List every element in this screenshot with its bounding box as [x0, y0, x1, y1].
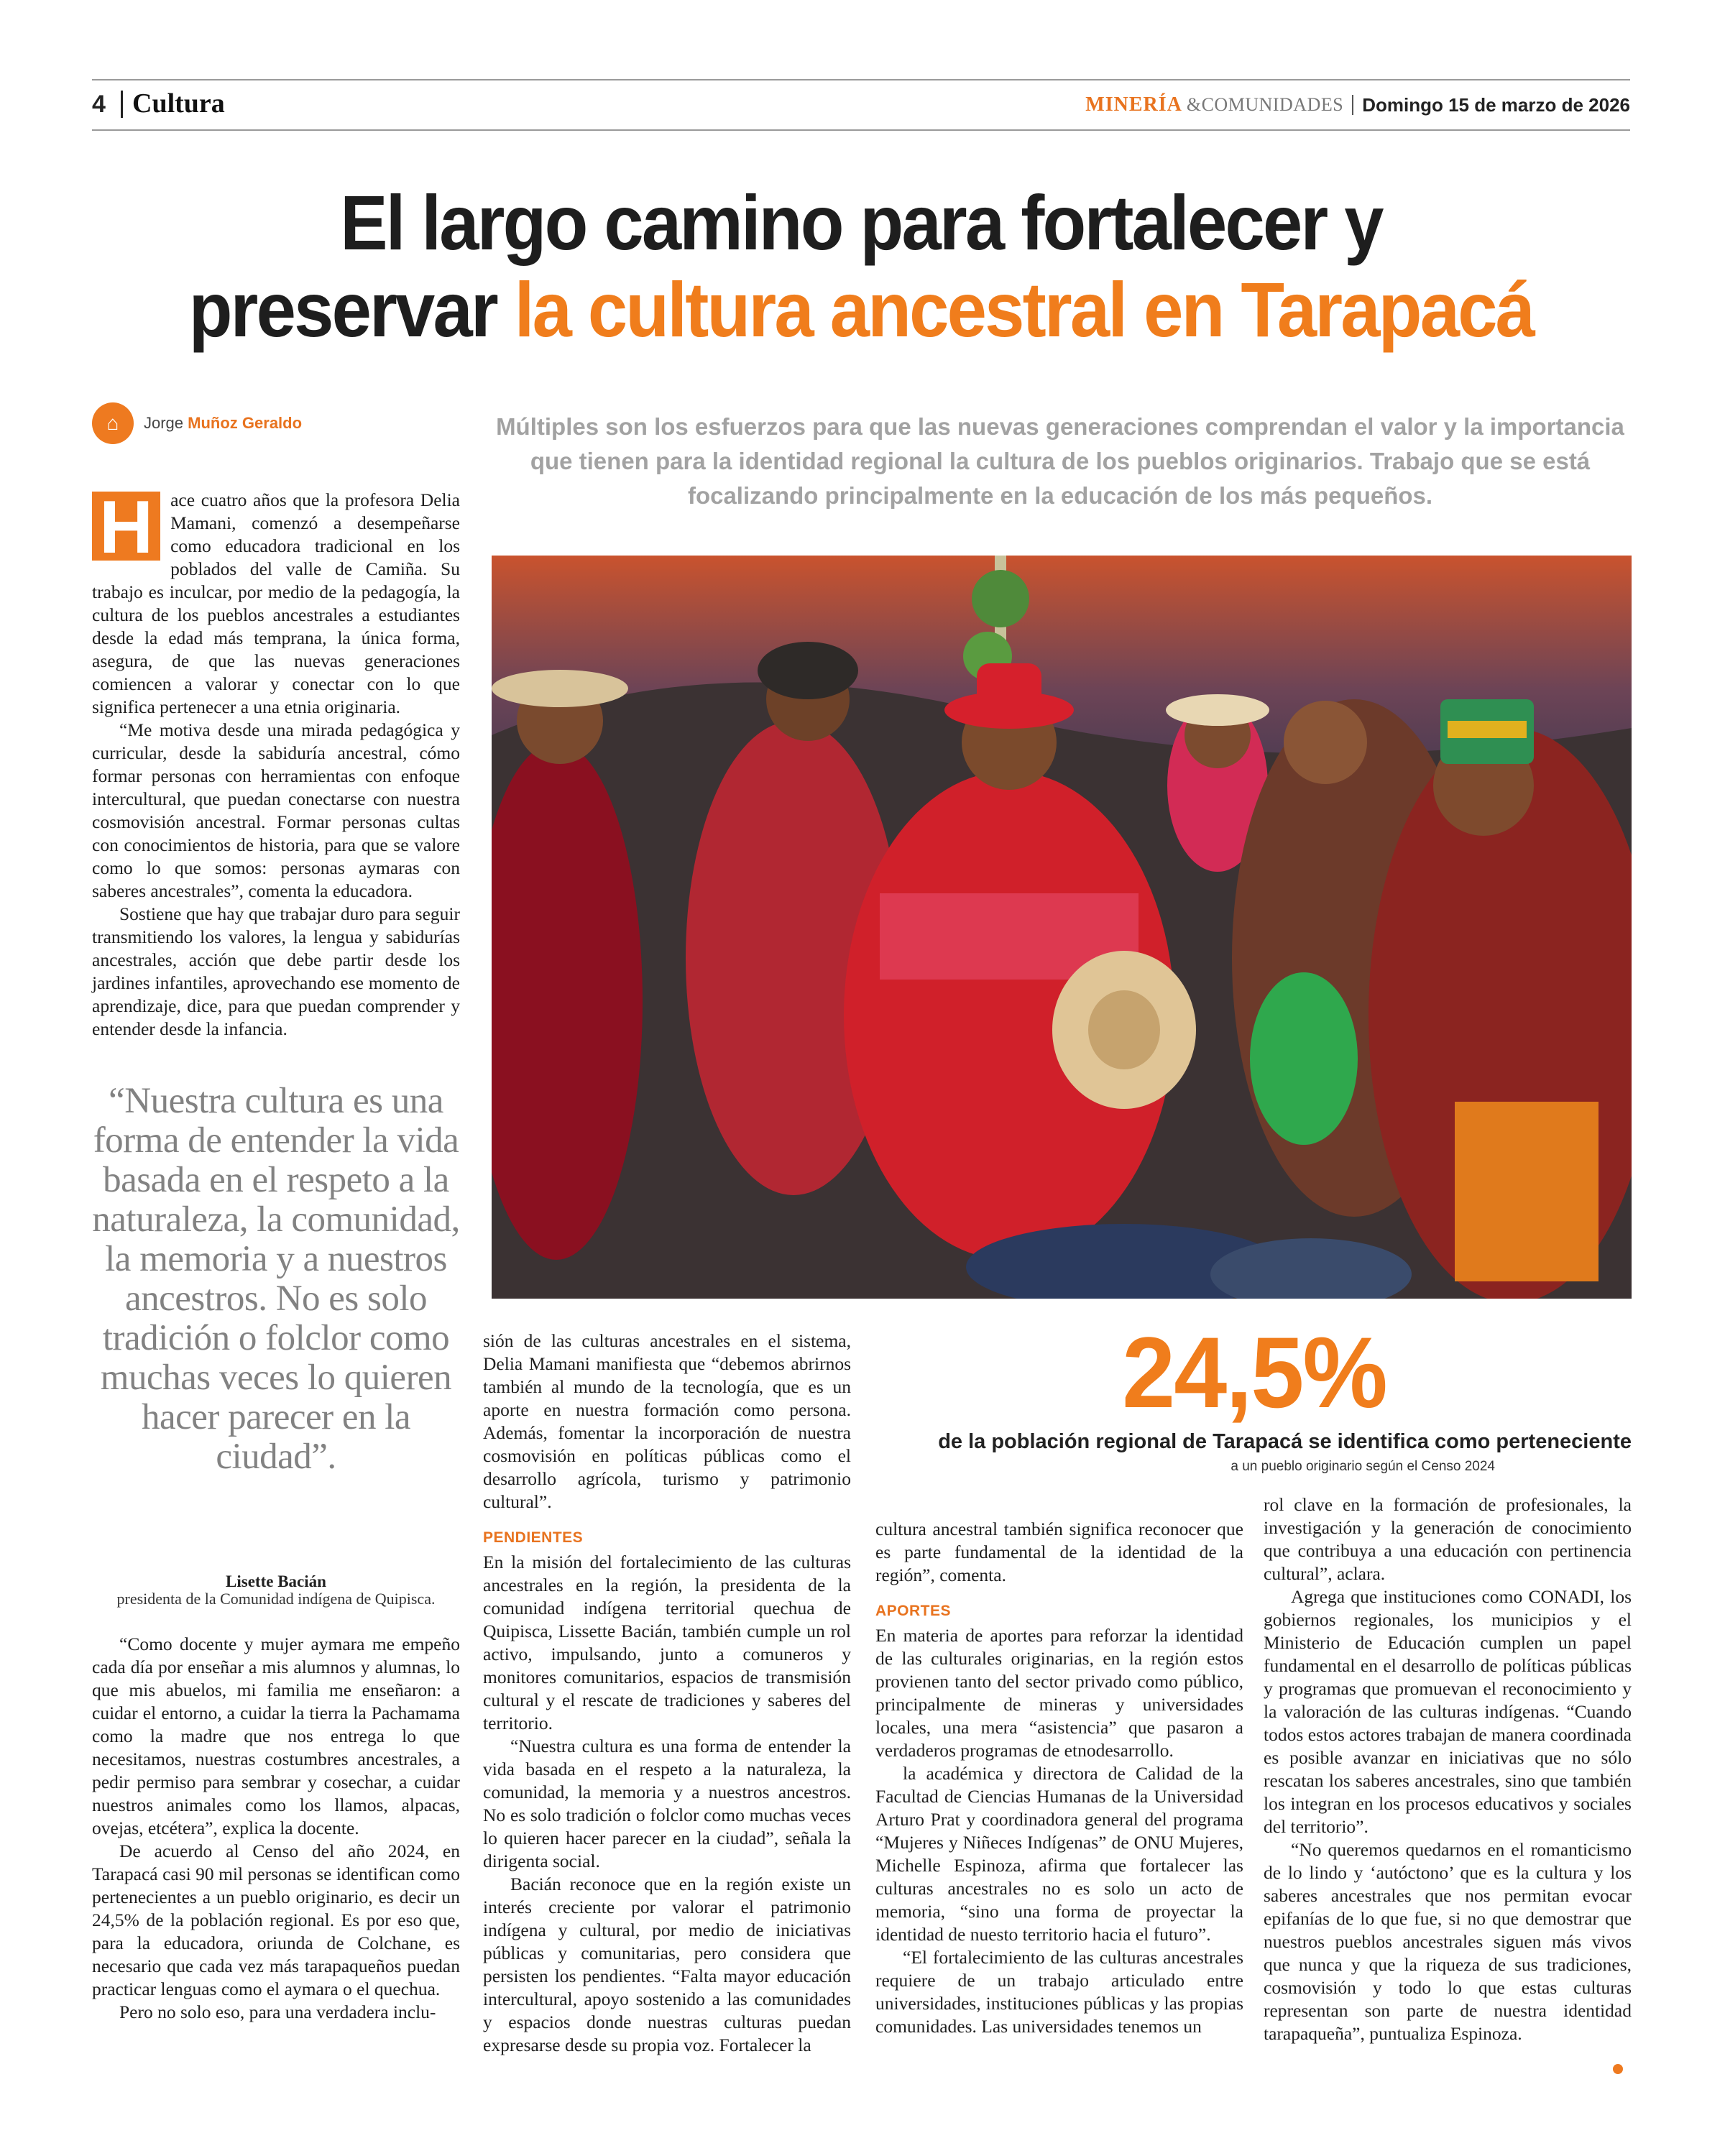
stat-source: a un pueblo originario según el Censo 2024: [1230, 1459, 1495, 1474]
paragraph: En la misión del fortalecimiento de las culturas ancestrales en la región, la presidenta de la comunidad indígena territorial quechua de Quipisca, Lissette Bacián, también cumple un rol activo, impulsando, junto a comuneros y monitores comunitarios, espacios de transmisión cultural y el rescate de tradiciones y saberes del territorio.: [483, 1552, 851, 1733]
paragraph: “Nuestra cultura es una forma de entender la vida basada en el respeto a la naturaleza, la comunidad, la memoria y a nuestros ancestros. No es solo tradición o folclor como muchas veces lo quieren hacer parecer en la ciudad”, señala la dirigenta social.: [483, 1736, 851, 1871]
page-header: [92, 79, 1630, 131]
headline-line-1: El largo camino para fortalecer y: [340, 179, 1382, 266]
author-logo-icon: ⌂: [92, 402, 134, 444]
article-deck: Múltiples son los esfuerzos para que las nuevas generaciones comprendan el valor y la importancia que tienen para la identidad regional la cultura de los pueblos originarios. Trabajo que se está focalizando principalmente en la educación de los más pequeños.: [496, 413, 1624, 509]
paragraph: Bacián reconoce que en la región existe un interés creciente por valorar el patrimonio indígena y cultural, por medio de iniciativas públicas y comunitarias, pero considera que persisten los pendientes. “Falta mayor educación intercultural, apoyo sostenido a las comunidades y espacios donde nuestras culturas puedan expresarse desde su propia voz. Fortalecer la: [483, 1874, 851, 2055]
paragraph: sión de las culturas ancestrales en el sistema, Delia Mamani manifiesta que “debemos abrirnos también al mundo de la tecnología, que es un aporte en nuestra formación como persona. Además, fomentar la incorporación de nuestra cosmovisión en políticas públicas como el desarrollo agrícola, turismo y patrimonio cultural”.: [483, 1330, 851, 1512]
end-of-article-marker: [1613, 2064, 1623, 2074]
page-number: 4: [92, 91, 106, 118]
issue-date: Domingo 15 de marzo de 2026: [1362, 93, 1630, 116]
paragraph: cultura ancestral también significa reconocer que es parte fundamental de la identidad de la región”, comenta.: [875, 1519, 1243, 1585]
byline: [92, 402, 302, 444]
drop-cap: H: [92, 492, 160, 561]
article-headline: [154, 180, 1569, 354]
pull-quote: “Nuestra cultura es una forma de entender la vida basada en el respeto a la naturaleza, la comunidad, la memoria y a nuestros ancestros. No es solo tradición o folclor como muchas veces lo quieren hacer parecer en la ciudad”.: [92, 1081, 460, 1477]
subhead-pendientes: PENDIENTES: [483, 1529, 584, 1546]
paragraph: Sostiene que hay que trabajar duro para seguir transmitiendo los valores, la lengua y sabidurías ancestrales, acción que debe partir desde los jardines infantiles, aprovechando ese momento de aprendizaje, dice, para que puedan comprender y entender desde la infancia.: [92, 903, 460, 1039]
paragraph: “El fortalecimiento de las culturas ancestrales requiere de un trabajo articulado entre universidades, instituciones públicas y las propias comunidades. Las universidades tenemos un: [875, 1947, 1243, 2037]
author-first-name: Jorge: [144, 414, 188, 432]
headline-line-2-accent: la cultura ancestral en Tarapacá: [514, 265, 1534, 353]
paragraph: “Como docente y mujer aymara me empeño cada día por enseñar a mis alumnos y alumnas, lo que mis abuelos, mi familia me enseñaron: a cuidar el entorno, a cuidar la tierra la Pachamama como la madre que nos entrega lo que necesitamos, nuestras costumbres ancestrales, a pedir permiso para sembrar y cosechar, a cuidar nuestros animales como los llamos, alpacas, ovejas, etcétera”, explica la docente.: [92, 1634, 460, 1838]
stat-description: de la población regional de Tarapacá se identifica como perteneciente: [938, 1430, 1632, 1453]
header-divider: [121, 91, 123, 118]
paragraph: “No queremos quedarnos en el romanticismo de lo lindo y ‘autóctono’ que es la cultura y los saberes ancestrales que nos permitan evocar epifanías de lo que fue, si no que demostrar que nuestros pueblos ancestrales siguen más vivos que nunca y que la riqueza de sus tradiciones, cosmovisión y todo lo que estas culturas representan son parte de nuestra identidad tarapaqueña”, puntualiza Espinoza.: [1264, 1839, 1632, 2044]
section-name: Cultura: [132, 88, 225, 119]
brand-secondary: &COMUNIDADES: [1186, 94, 1344, 115]
article-column-2: [483, 1330, 851, 2057]
author-last-name: Muñoz Geraldo: [188, 414, 303, 432]
paragraph: “Me motiva desde una mirada pedagógica y curricular, desde la sabiduría ancestral, cómo formar personas con herramientas con enfoque intercultural, que puedan conectarse con nuestra cosmovisión ancestral. Formar personas cultas con conocimientos de historia, para que se valore como lo que somos: personas aymaras con saberes ancestrales”, comenta la educadora.: [92, 719, 460, 901]
subhead-aportes: APORTES: [875, 1603, 952, 1619]
paragraph: la académica y directora de Calidad de la Facultad de Ciencias Humanas de la Universidad Arturo Prat y coordinadora general del programa “Mujeres y Niñeces Indígenas” de ONU Mujeres, Michelle Espinoza, afirma que fortalecer las culturas ancestrales no es solo un acto de memoria, “sino una forma de proyectar la identidad de nuesto territorio hacia el futuro”.: [875, 1763, 1243, 1945]
ceremony-photo-illustration: [492, 556, 1632, 1299]
article-column-1-bottom: [92, 1633, 460, 2024]
pull-quote-author: Lisette Bacián: [226, 1572, 326, 1590]
paragraph: Agrega que instituciones como CONADI, los gobiernos regionales, los municipios y el Ministerio de Educación cumplen un papel fundamental en el desarrollo de políticas públicas y programas que promuevan el reconocimiento y la valoración de las culturas indígenas. “Cuando todos estos actores trabajan de manera coordinada es posible avanzar en iniciativas que no sólo rescatan los saberes ancestrales, sino que también los integran en los procesos educativos y sociales del territorio”.: [1264, 1586, 1632, 1837]
paragraph: Pero no solo eso, para una verdadera inclu-: [119, 2001, 436, 2022]
header-masthead: [1085, 93, 1630, 116]
ceremony-photo: [492, 556, 1632, 1299]
article-column-3: [875, 1518, 1243, 2038]
headline-line-2-dark: preservar: [188, 265, 515, 353]
article-column-4: [1264, 1493, 1632, 2045]
stat-percentage: 24,5%: [1122, 1316, 1386, 1429]
paragraph: H ace cuatro años que la profesora Delia Mamani, comenzó a desempeñarse como educadora tradicional en los poblados del valle de Camiña. Su trabajo es inculcar, por medio de la pedagogía, la cultura de los pueblos ancestrales a estudiantes desde la edad más temprana, la única forma, asegura, de que las nuevas generaciones comiencen a valorar y conectar con lo que significa pertenecer a una etnia originaria.: [92, 486, 460, 717]
pull-quote-author-role: presidenta de la Comunidad indígena de Quipisca.: [116, 1590, 436, 1608]
paragraph: En materia de aportes para reforzar la identidad de las culturales originarias, en la región estos provienen tanto del sector privado como público, principalmente de mineras y universidades locales, una mera “asistencia” que pasaron a verdaderos programas de etnodesarrollo.: [875, 1625, 1243, 1761]
article-column-1-top: [92, 486, 460, 1041]
paragraph: rol clave en la formación de profesionales, la investigación y la generación de conocimiento que contribuya a una educación con pertinencia cultural”, aclara.: [1264, 1494, 1632, 1584]
masthead-divider: [1352, 95, 1353, 115]
brand-primary: MINERÍA: [1085, 93, 1182, 116]
paragraph: De acuerdo al Censo del año 2024, en Tarapacá casi 90 mil personas se identifican como pertenecientes a un pueblo originario, es decir un 24,5% de la población regional. Es por eso que, para la educadora, oriunda de Colchane, es necesario que cada vez más tarapaqueños puedan practicar lenguas como el aymara o el quechua.: [92, 1841, 460, 1999]
